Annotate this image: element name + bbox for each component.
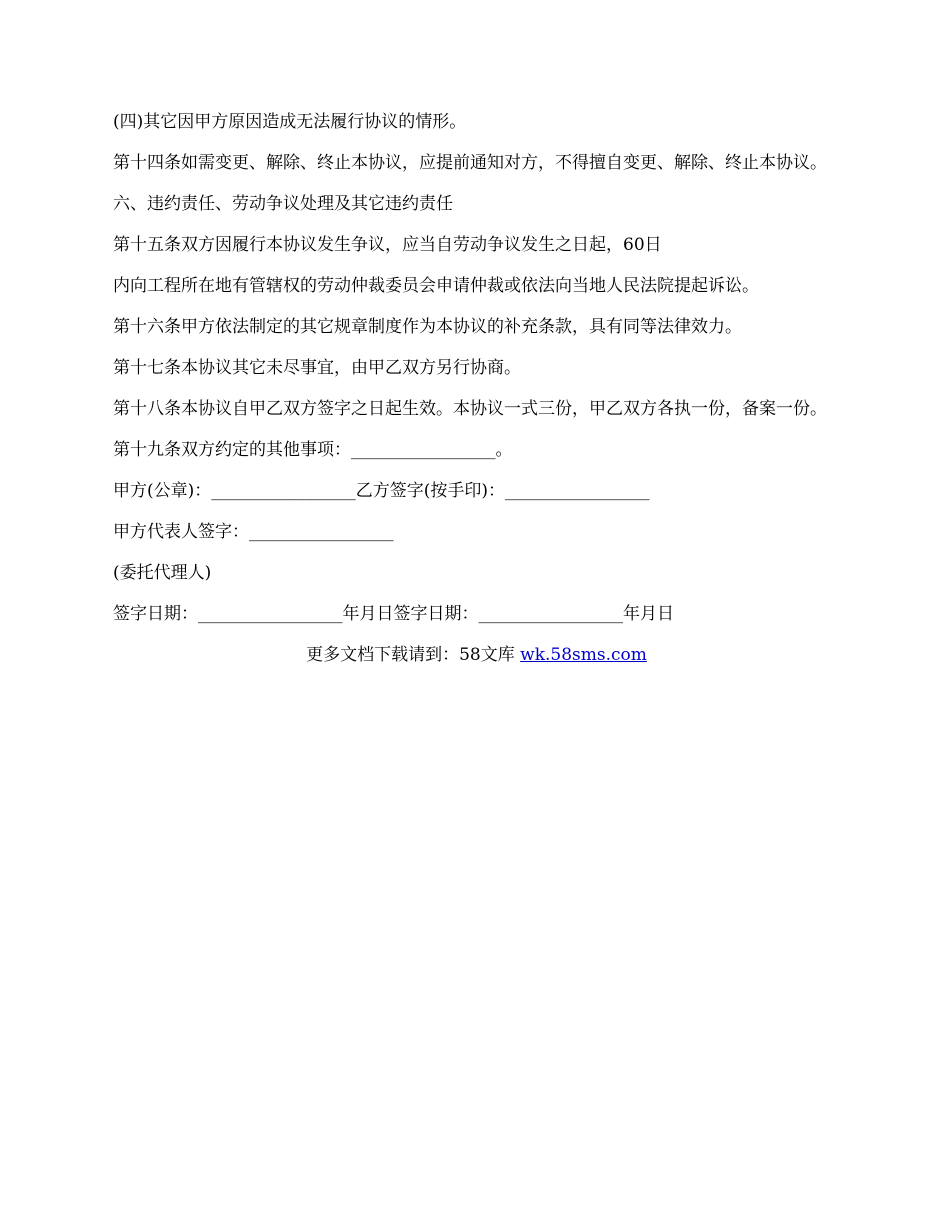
download-footer [113, 645, 840, 665]
footer-text: 更多文档下载请到：58文库 [306, 645, 521, 665]
clause-15: 第十五条双方因履行本协议发生争议，应当自劳动争议发生之日起，60日 [113, 235, 662, 255]
clause-16: 第十六条甲方依法制定的其它规章制度作为本协议的补充条款，具有同等法律效力。 [113, 317, 742, 337]
party-signatures: 甲方(公章)：_________________乙方签字(按手印)：_________________ [113, 481, 650, 501]
signature-dates: 签字日期：_________________年月日签字日期：_________________年月日 [113, 604, 674, 624]
clause-17: 第十七条本协议其它未尽事宜，由甲乙双方另行协商。 [113, 358, 521, 378]
clause-14: 第十四条如需变更、解除、终止本协议，应提前通知对方，不得擅自变更、解除、终止本协议。 [113, 153, 827, 173]
document-page [113, 112, 840, 665]
clause-18: 第十八条本协议自甲乙双方签字之日起生效。本协议一式三份，甲乙双方各执一份，备案一份。 [113, 399, 827, 419]
section-6-heading: 六、违约责任、劳动争议处理及其它违约责任 [113, 194, 453, 214]
agent-note: (委托代理人) [113, 563, 212, 583]
clause-15-continued: 内向工程所在地有管辖权的劳动仲裁委员会申请仲裁或依法向当地人民法院提起诉讼。 [113, 276, 759, 296]
clause-19: 第十九条双方约定的其他事项：_________________。 [113, 440, 513, 460]
footer-link[interactable]: wk.58sms.com [520, 645, 647, 665]
representative-signature: 甲方代表人签字：_________________ [113, 522, 394, 542]
clause-4-item: (四)其它因甲方原因造成无法履行协议的情形。 [113, 112, 467, 132]
